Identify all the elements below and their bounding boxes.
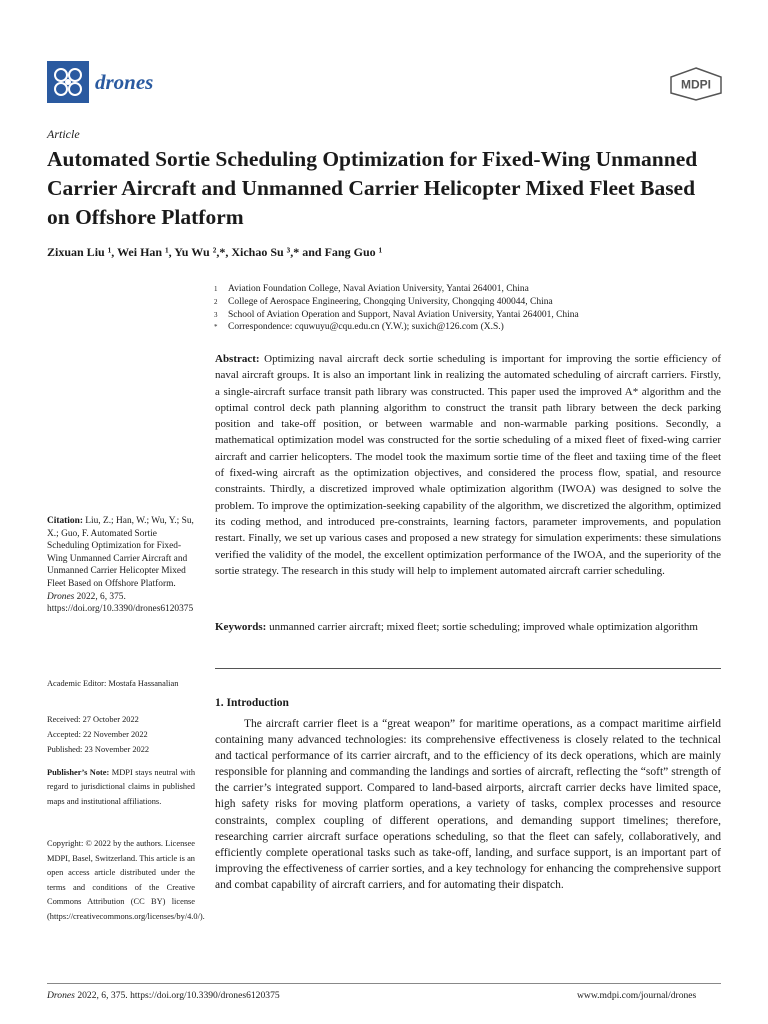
affiliation-item: 2 College of Aerospace Engineering, Chongqing University, Chongqing 400044, China bbox=[214, 296, 553, 307]
journal-url[interactable]: www.mdpi.com/journal/drones bbox=[577, 990, 697, 1001]
affiliation-item: 3 School of Aviation Operation and Support, Naval Aviation University, Yantai 264001, China bbox=[214, 309, 579, 320]
author-list: Zixuan Liu ¹, Wei Han ¹, Yu Wu ²,*, Xichao Su ³,* and Fang Guo ¹ bbox=[47, 245, 383, 259]
footer-divider bbox=[47, 983, 721, 984]
publisher-logo[interactable] bbox=[669, 67, 723, 106]
paper-title: Automated Sortie Scheduling Optimization for Fixed-Wing Unmanned Carrier Aircraft and Unmanned Carrier Helicopter Mixed Fleet Based on Offshore Platform bbox=[47, 147, 698, 229]
article-type: Article bbox=[47, 127, 80, 141]
drones-logo-icon bbox=[47, 61, 89, 103]
mdpi-logo-icon bbox=[669, 67, 723, 101]
intro-paragraph: The aircraft carrier fleet is a “great weapon” for maritime operations, as a compact maritime airfield containing many advanced technologies: its comprehensive effectiveness is closely related to the technical and tactical performance of its carrier aircraft, and to the efficiency of its deck operations, which are mainly responsible for planning and commanding the landings and sorties of aircraft, reflecting the “soft” strength of the carrier’s integrated support. Compared to land-based airports, aircraft carrier decks have limited space, high safety risks for moving platform operations, a variety of tasks, complex processes and resource constraints, complex coupling of different operations, and demanding support timelines; therefore, researching carrier aircraft surface operations scheduling, so that the fleet can safely, collaboratively, and efficiently complete operational tasks such as take-off, landing, and surface support, is an important part of improving the effectiveness of carrier sorties, and a key technology for enhancing the comprehensive support and combat capability of aircraft carriers, and for automating their dispatch. bbox=[215, 718, 721, 891]
keywords: Keywords: unmanned carrier aircraft; mixed fleet; sortie scheduling; improved whale optimization algorithm bbox=[215, 621, 698, 633]
journal-logo[interactable] bbox=[47, 61, 153, 103]
publisher-note: Publisher’s Note: MDPI stays neutral with regard to jurisdictional claims in published maps and institutional affiliations. bbox=[47, 768, 196, 806]
section-heading: 1. Introduction bbox=[215, 697, 289, 709]
doi-link[interactable]: https://doi.org/10.3390/drones6120375 bbox=[47, 604, 194, 615]
affiliation-item: 1 Aviation Foundation College, Naval Aviation University, Yantai 264001, China bbox=[214, 284, 529, 294]
divider bbox=[215, 668, 721, 669]
journal-name: drones bbox=[95, 69, 154, 94]
affiliations bbox=[214, 283, 734, 334]
correspondence: * Correspondence: cquwuyu@cqu.edu.cn (Y.W.); suxich@126.com (X.S.) bbox=[214, 322, 504, 333]
abstract: Abstract: Optimizing naval aircraft deck sortie scheduling is important for improving the sortie efficiency of naval aircraft groups. It is also an important link in realizing the automated scheduling of aircraft carriers. Firstly, a single-aircraft surface transit path library was constructed. This paper used the improved A* algorithm and the optimal control deck path planning algorithm to construct the transit path library between the deck parking position and take-off position, or between warmable and non-warmable parking positions. Secondly, a mathematical optimization model was constructed for the sortie scheduling of a mixed fleet of fixed-wing carrier aircraft and carrier helicopters. The model took the maximum sortie time of the fleet and taxiing time of the fleet of fixed-wing aircraft as the optimization objectives, and considered the process flow, spatial, and resource constraints. Thirdly, a discretized improved whale optimization algorithm (IWOA) was designed to solve the problem. To improve the optimization-seeking capability of the algorithm, we discretized the algorithm, optimized its coding method, and introduced pre-constraints, learning factors, parameter improvements, and population restart. Finally, we set up various cases and proposed a new strategy for simulation experiments: these simulations verified the validity of the model, the excellent optimization performance of the IWOA, and the superiority of the sortie strategy. The research in this study will help to implement automated aircraft carrier scheduling. bbox=[215, 353, 721, 577]
footer-citation[interactable]: Drones 2022, 6, 375. https://doi.org/10.3390/drones6120375 bbox=[47, 990, 280, 1001]
copyright-note: Copyright: © 2022 by the authors. Licensee MDPI, Basel, Switzerland. This article is an open access article distributed under the terms and conditions of the Creative Commons Attribution (CC BY) license (https://creativecommons.org/licenses/by/4.0/). bbox=[47, 839, 205, 921]
publisher-name: MDPI bbox=[681, 77, 711, 92]
publication-dates: Received: 27 October 2022 Accepted: 22 November 2022 Published: 23 November 2022 bbox=[47, 715, 150, 754]
academic-editor: Academic Editor: Mostafa Hassanalian bbox=[47, 679, 179, 688]
citation-block: Citation: Liu, Z.; Han, W.; Wu, Y.; Su, X.; Guo, F. Automated Sortie Scheduling Optimization for Fixed-Wing Unmanned Carrier Aircraft and Unmanned Carrier Helicopter Mixed Fleet Based on Offshore Platform. Drones 2022, 6, 375. https://doi.org/10.3390/drones6120375 bbox=[47, 516, 194, 615]
